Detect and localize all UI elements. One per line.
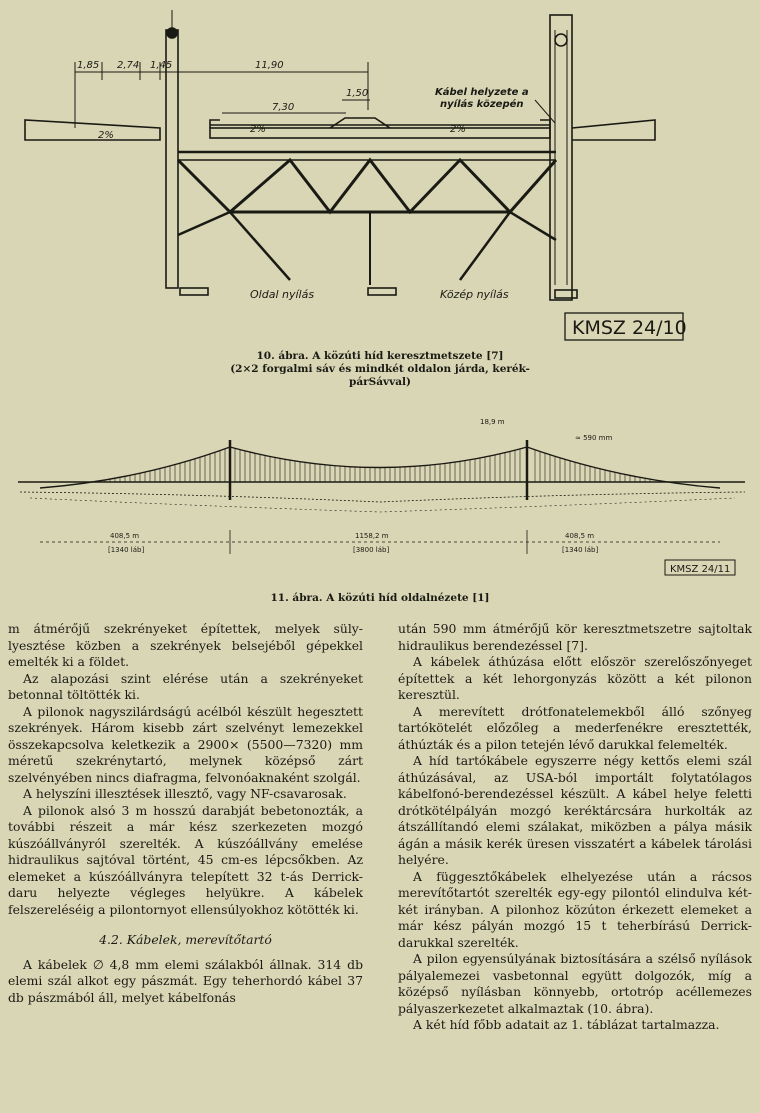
paragraph: A függesztőkábelek elhelyezése után a rácsos merevítőtartót szerelték egy-egy pilontól elindulva két-két irányban. A pilonhoz közúton érkezett elemeket a már kész pályán mozgó 15 t teherbírású Derrick-darukkal szerelték. — [398, 868, 752, 950]
span-center: 1158,2 m — [355, 532, 389, 540]
span-right: 408,5 m — [565, 532, 595, 540]
dim-5: 7,30 — [272, 102, 295, 113]
dim-3: 1,45 — [150, 60, 173, 71]
paragraph: m átmérőjű szekrényeket építettek, melyek süly-lyesztése közben a szekrények belsejéből gépekkel emelték ki a földet. — [8, 621, 363, 669]
figure-11-side-elevation — [0, 410, 760, 588]
label-center-span: Közép nyílás — [440, 288, 509, 301]
paragraph: A kábelek ∅ 4,8 mm elemi szálakból állnak. 314 db elemi szál alkot egy pászmát. Egy teherhordó kábel 37 db pászmából áll, melyet kábelfonás — [8, 956, 363, 1005]
paragraph: után 590 mm átmérőjű kör keresztmetszetre sajtoltak hidraulikus berendezéssel [7]. — [398, 621, 752, 653]
height-right: ≈ 590 mm — [575, 434, 613, 442]
span-right-sub: [1340 láb] — [562, 546, 599, 554]
span-left: 408,5 m — [110, 532, 140, 540]
text-column-left — [8, 621, 363, 1006]
figure-10-caption — [0, 350, 760, 389]
slope-center-left: 2% — [250, 124, 266, 135]
paragraph: Az alapozási szint elérése után a szekrényeket betonnal töltötték ki. — [8, 670, 363, 702]
cable-note-line2: nyílás közepén — [440, 99, 524, 110]
stamp-fig10: KMSZ 24/10 — [572, 317, 687, 339]
paragraph: A két híd főbb adatait az 1. táblázat tartalmazza. — [413, 1017, 720, 1032]
text-column-right — [398, 621, 752, 1034]
section-heading: 4.2. Kábelek, merevítőtartó — [99, 932, 272, 947]
paragraph: A merevített drótfonatelemekből álló szőnyeg tartókötelét előzőleg a mederfenékre eresztették, áthúzták és a pilon tetején lévő darukkal felemelték. — [398, 703, 752, 752]
span-left-sub: [1340 láb] — [108, 546, 145, 554]
dim-1: 1,85 — [77, 60, 100, 71]
dim-6: 1,50 — [346, 88, 369, 99]
figure-11-caption: 11. ábra. A közúti híd oldalnézete [1] — [270, 592, 490, 604]
dim-4: 11,90 — [255, 60, 284, 71]
paragraph: A kábelek áthúzása előtt először szerelőszőnyeget építettek a két lehorgonyzás között a két pilonon keresztül. — [398, 654, 752, 702]
cable-note-line1: Kábel helyzete a — [435, 87, 529, 98]
paragraph: A pilonok alsó 3 m hosszú darabját bebetonozták, a további részeit a már kész szerkezeten mozgó kúszóállványról szerelték. A kúszóállvány emelése hidraulikus sajtóval történt, 45 cm-es lépcsőkben. Az elemeket a kúszóállványra telepített 32 t-ás Derrick-daru helyezte végleges helyükre. A kábelek felszereléséig a pilontornyot ellensúlyokhoz kötötték ki. — [8, 802, 363, 917]
label-side-span: Oldal nyílás — [250, 288, 315, 301]
slope-left: 2% — [98, 130, 114, 141]
hanger-lines — [105, 448, 650, 482]
dim-2: 2,74 — [117, 60, 140, 71]
paragraph: A pilonok nagyszilárdságú acélból készült hegesztett szekrények. Három kisebb zárt szelvényt lemezekkel összekapcsolva keletkezik a 2900× (5500—7320) mm méretű szekrénytartó, melynek középső zárt szelvényében nincs diafragma, felvonóaknaként szolgál. — [8, 703, 363, 785]
paragraph: A pilon egyensúlyának biztosítására a szélső nyílások pályalemezei vasbetonnal együtt dolgozók, míg a középső nyílásban könnyebb, ortotróp acéllemezes pályaszerkezetet alkalmaztak (10. ábra). — [398, 951, 752, 1016]
caption-10-line2: (2×2 forgalmi sáv és mindkét oldalon járda, kerék- — [230, 363, 530, 375]
paragraph: A híd tartókábele egyszerre négy kettős elemi szál áthúzásával, az USA-ból importált folytatólagos kábelfonó-berendezéssel készült. A kábel helye feletti drótkötélpályán mozgó keréktárcsára hurkolták az átszállítandó elemi szálakat, miközben a pálya másik ágán a másik kerék üresen visszatért a kábelek tárolási helyére. — [398, 753, 752, 867]
stamp-fig11: KMSZ 24/11 — [670, 564, 731, 575]
caption-10-line1: 10. ábra. A közúti híd keresztmetszete [7] — [256, 350, 504, 362]
caption-10-line3: párSávval) — [348, 376, 412, 388]
height-left: 18,9 m — [480, 418, 505, 426]
slope-center-right: 2% — [450, 124, 466, 135]
span-center-sub: [3800 láb] — [353, 546, 390, 554]
paragraph: A helyszíni illesztések illesztő, vagy NF-csavarosak. — [23, 786, 347, 801]
figure-10-cross-section — [0, 0, 760, 345]
